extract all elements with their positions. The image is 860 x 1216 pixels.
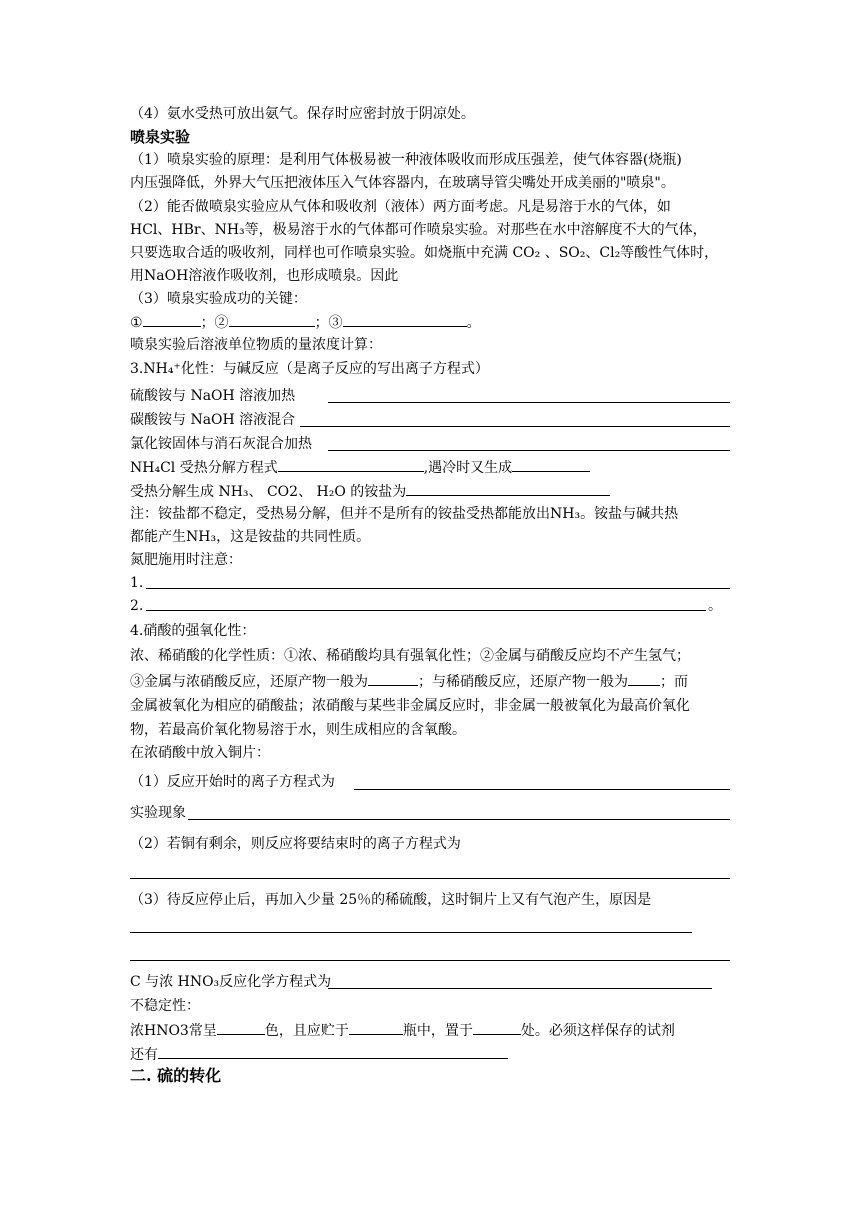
question-2: （2）若铜有剩余，则反应将要结束时的离子方程式为 <box>130 836 461 852</box>
fertilizer-item-1-label: 1. <box>130 575 144 591</box>
ammonium-r5-line <box>130 481 610 502</box>
key-1-label: ① <box>130 315 143 331</box>
storage-c: 瓶中，置于 <box>402 1023 473 1039</box>
dilute-product-blank[interactable] <box>628 671 660 686</box>
carbon-reaction: C 与浓 HNO₃反应化学方程式为 <box>130 974 332 990</box>
fountain-p1-line2: 内压强降低，外界大气压把液体压入气体容器内，在玻璃导管尖嘴处开成美丽的"喷泉"。 <box>130 175 675 191</box>
storage-line2 <box>130 1044 508 1065</box>
storage-d: 处。必须这样保存的试剂 <box>520 1023 675 1039</box>
question-1: （1）反应开始时的离子方程式为 <box>130 774 335 790</box>
fountain-p3: （3）喷泉实验成功的关键： <box>130 291 307 307</box>
key-3-label: ；③ <box>314 315 343 331</box>
nh4cl-decomp-blank[interactable] <box>278 457 424 472</box>
instability-label: 不稳定性： <box>130 998 200 1014</box>
nitric-line2 <box>130 671 688 692</box>
fountain-p1-line1: （1）喷泉实验的原理：是利用气体极易被一种液体吸收而形成压强差，使气体容器(烧瓶) <box>130 152 682 168</box>
question-3: （3）待反应停止后，再加入少量 25％的稀硫酸，这时铜片上又有气泡产生，原因是 <box>130 892 652 908</box>
storage-b: 色，且应贮于 <box>264 1023 349 1039</box>
fertilizer-item-2-end: 。 <box>708 598 722 614</box>
fertilizer-heading: 氮肥施用时注意： <box>130 552 242 568</box>
fertilizer-item-2-blank[interactable] <box>146 610 706 611</box>
conc-product-blank[interactable] <box>368 671 418 686</box>
question-3-blank-2[interactable] <box>130 960 730 961</box>
color-blank[interactable] <box>217 1020 265 1035</box>
ammonium-r3: 氯化铵固体与消石灰混合加热 <box>130 436 312 452</box>
key-2-label: ；② <box>200 315 229 331</box>
nitric-line3: 金属被氧化为相应的硝酸盐；浓硝酸与某些非金属反应时，非金属一般被氧化为最高价氧化 <box>130 698 690 714</box>
fountain-heading: 喷泉实验 <box>130 128 191 146</box>
fountain-p2-line1: （2）能否做喷泉实验应从气体和吸收剂（液体）两方面考虑。凡是易溶于水的气体，如 <box>130 199 671 215</box>
ammonium-r2-blank[interactable] <box>300 426 730 427</box>
fountain-keys-line <box>130 312 481 333</box>
ammonium-r4b: ,遇冷时又生成 <box>423 460 513 476</box>
ammonium-r1: 硫酸铵与 NaOH 溶液加热 <box>130 388 296 404</box>
fountain-p2-line4: 用NaOH溶液作吸收剂，也形成喷泉。因此 <box>130 268 399 284</box>
storage-a: 浓HNO3常呈 <box>130 1023 217 1039</box>
fertilizer-item-1-blank[interactable] <box>146 588 730 589</box>
nitric-heading: 4.硝酸的强氧化性： <box>130 623 256 639</box>
key-3-blank[interactable] <box>343 312 467 327</box>
question-3-blank-1[interactable] <box>130 932 692 933</box>
question-2-blank[interactable] <box>130 878 730 879</box>
key-2-blank[interactable] <box>229 312 315 327</box>
nitric-line1: 浓、稀硝酸的化学性质：①浓、稀硝酸均具有强氧化性；②金属与硝酸反应均不产生氢气； <box>130 648 690 664</box>
key-1-blank[interactable] <box>143 312 201 327</box>
question-1-blank[interactable] <box>354 789 730 790</box>
carbon-reaction-blank[interactable] <box>328 988 712 989</box>
section-2-heading: 二. 硫的转化 <box>130 1066 222 1085</box>
fountain-concentration: 喷泉实验后溶液单位物质的量浓度计算： <box>130 337 382 353</box>
ammonium-r1-blank[interactable] <box>328 402 730 403</box>
ammonium-r4a: NH₄Cl 受热分解方程式 <box>130 460 278 476</box>
nh4cl-reform-blank[interactable] <box>512 457 590 472</box>
storage-also: 还有 <box>130 1047 158 1063</box>
phenomenon-blank[interactable] <box>188 819 730 820</box>
ammonium-note-line1: 注：铵盐都不稳定，受热易分解，但并不是所有的铵盐受热都能放出NH₃。铵盐与碱共热 <box>130 506 679 522</box>
bottle-blank[interactable] <box>349 1020 403 1035</box>
nitric-line2b: ；与稀硝酸反应，还原产物一般为 <box>418 674 628 690</box>
fountain-p2-line3: 只要选取合适的吸收剂，同样也可作喷泉实验。如烧瓶中充满 CO₂ 、SO₂、Cl₂等酸性气体时， <box>130 245 719 261</box>
ammonia-note-4: （4）氨水受热可放出氨气。保存时应密封放于阴凉处。 <box>130 106 475 122</box>
nitric-line4: 物，若最高价氧化物易溶于水，则生成相应的含氧酸。 <box>130 722 466 738</box>
nitric-line2a: ③金属与浓硝酸反应，还原产物一般为 <box>130 674 368 690</box>
ammonium-note-line2: 都能产生NH₃，这是铵盐的共同性质。 <box>130 529 371 545</box>
fertilizer-item-2-label: 2. <box>130 598 144 614</box>
fountain-p2-line2: HCl、HBr、NH₃等，极易溶于水的气体都可作喷泉实验。对那些在水中溶解度不大的气体， <box>130 222 707 238</box>
ammonium-heading: 3.NH₄⁺化性：与碱反应（是离子反应的写出离子方程式） <box>130 361 489 377</box>
copper-intro: 在浓硝酸中放入铜片： <box>130 745 270 761</box>
ammonium-salt-blank[interactable] <box>406 481 610 496</box>
phenomenon-label: 实验现象 <box>130 805 186 821</box>
ammonium-r5: 受热分解生成 NH₃、 CO2、 H₂O 的铵盐为 <box>130 484 407 500</box>
other-reagents-blank[interactable] <box>158 1044 508 1059</box>
ammonium-r4-line <box>130 457 590 478</box>
place-blank[interactable] <box>473 1020 521 1035</box>
keys-end: 。 <box>466 315 481 331</box>
ammonium-r2: 碳酸铵与 NaOH 溶液混合 <box>130 412 296 428</box>
nitric-line2c: ；而 <box>660 674 688 690</box>
storage-line <box>130 1020 675 1041</box>
ammonium-r3-blank[interactable] <box>328 450 730 451</box>
